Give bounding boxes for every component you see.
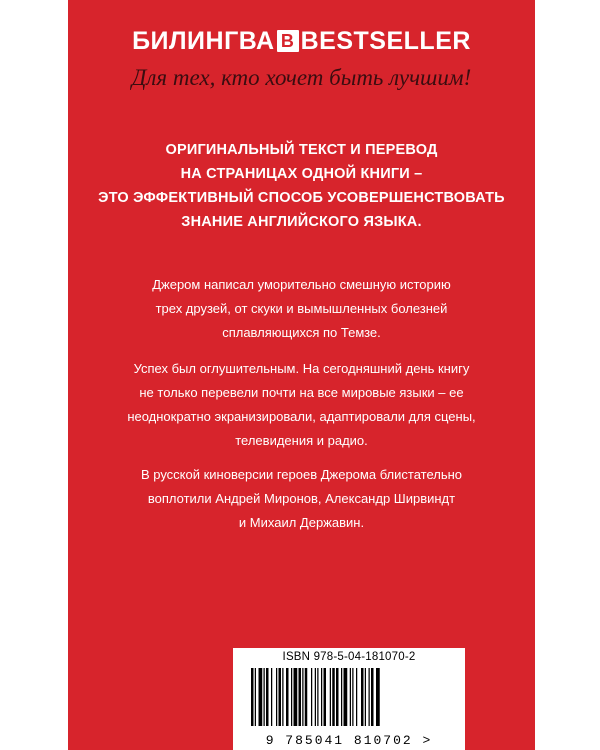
isbn-label: ISBN 978-5-04-181070-2 [282,651,416,663]
paragraph-line: Успех был оглушительным. На сегодняшний день книгу [133,361,470,376]
headline-line: НА СТРАНИЦАХ ОДНОЙ КНИГИ – [180,166,423,182]
series-tagline: Для тех, кто хочет быть лучшим! [131,65,472,90]
series-name-right: BESTSELLER [300,26,471,55]
barcode-image [243,668,455,726]
description-paragraph-1 [68,273,535,345]
paragraph-line: не только перевели почти на все мировые языки – ее [139,385,464,400]
headline-line: ЗНАНИЕ АНГЛИЙСКОГО ЯЗЫКА. [181,214,422,230]
paragraph-line: В русской киноверсии героев Джерома блистательно [140,467,463,482]
headline-line: ЭТО ЭФФЕКТИВНЫЙ СПОСОБ УСОВЕРШЕНСТВОВАТЬ [98,190,505,206]
headline-line: ОРИГИНАЛЬНЫЙ ТЕКСТ И ПЕРЕВОД [165,142,438,158]
series-logo [68,24,535,58]
series-name-left: БИЛИНГВА [132,26,275,55]
paragraph-line: телевидения и радио. [235,433,368,448]
series-badge: B [277,30,299,52]
paragraph-line: неоднократно экранизировали, адаптировали для сцены, [127,409,476,424]
paragraph-line: воплотили Андрей Миронов, Александр Ширвиндт [147,491,456,506]
paragraph-line: Джером написал уморительно смешную историю [152,277,451,292]
paragraph-line: и Михаил Державин. [238,515,365,530]
paragraph-line: сплавляющихся по Темзе. [222,325,381,340]
description-paragraph-2 [68,357,535,453]
description-paragraph-3 [68,463,535,535]
back-cover [68,0,535,750]
barcode-panel [233,648,465,750]
barcode-digits: 9 785041 810702 > [265,733,433,748]
paragraph-line: трех друзей, от скуки и вымышленных болезней [155,301,448,316]
headline [68,138,535,234]
